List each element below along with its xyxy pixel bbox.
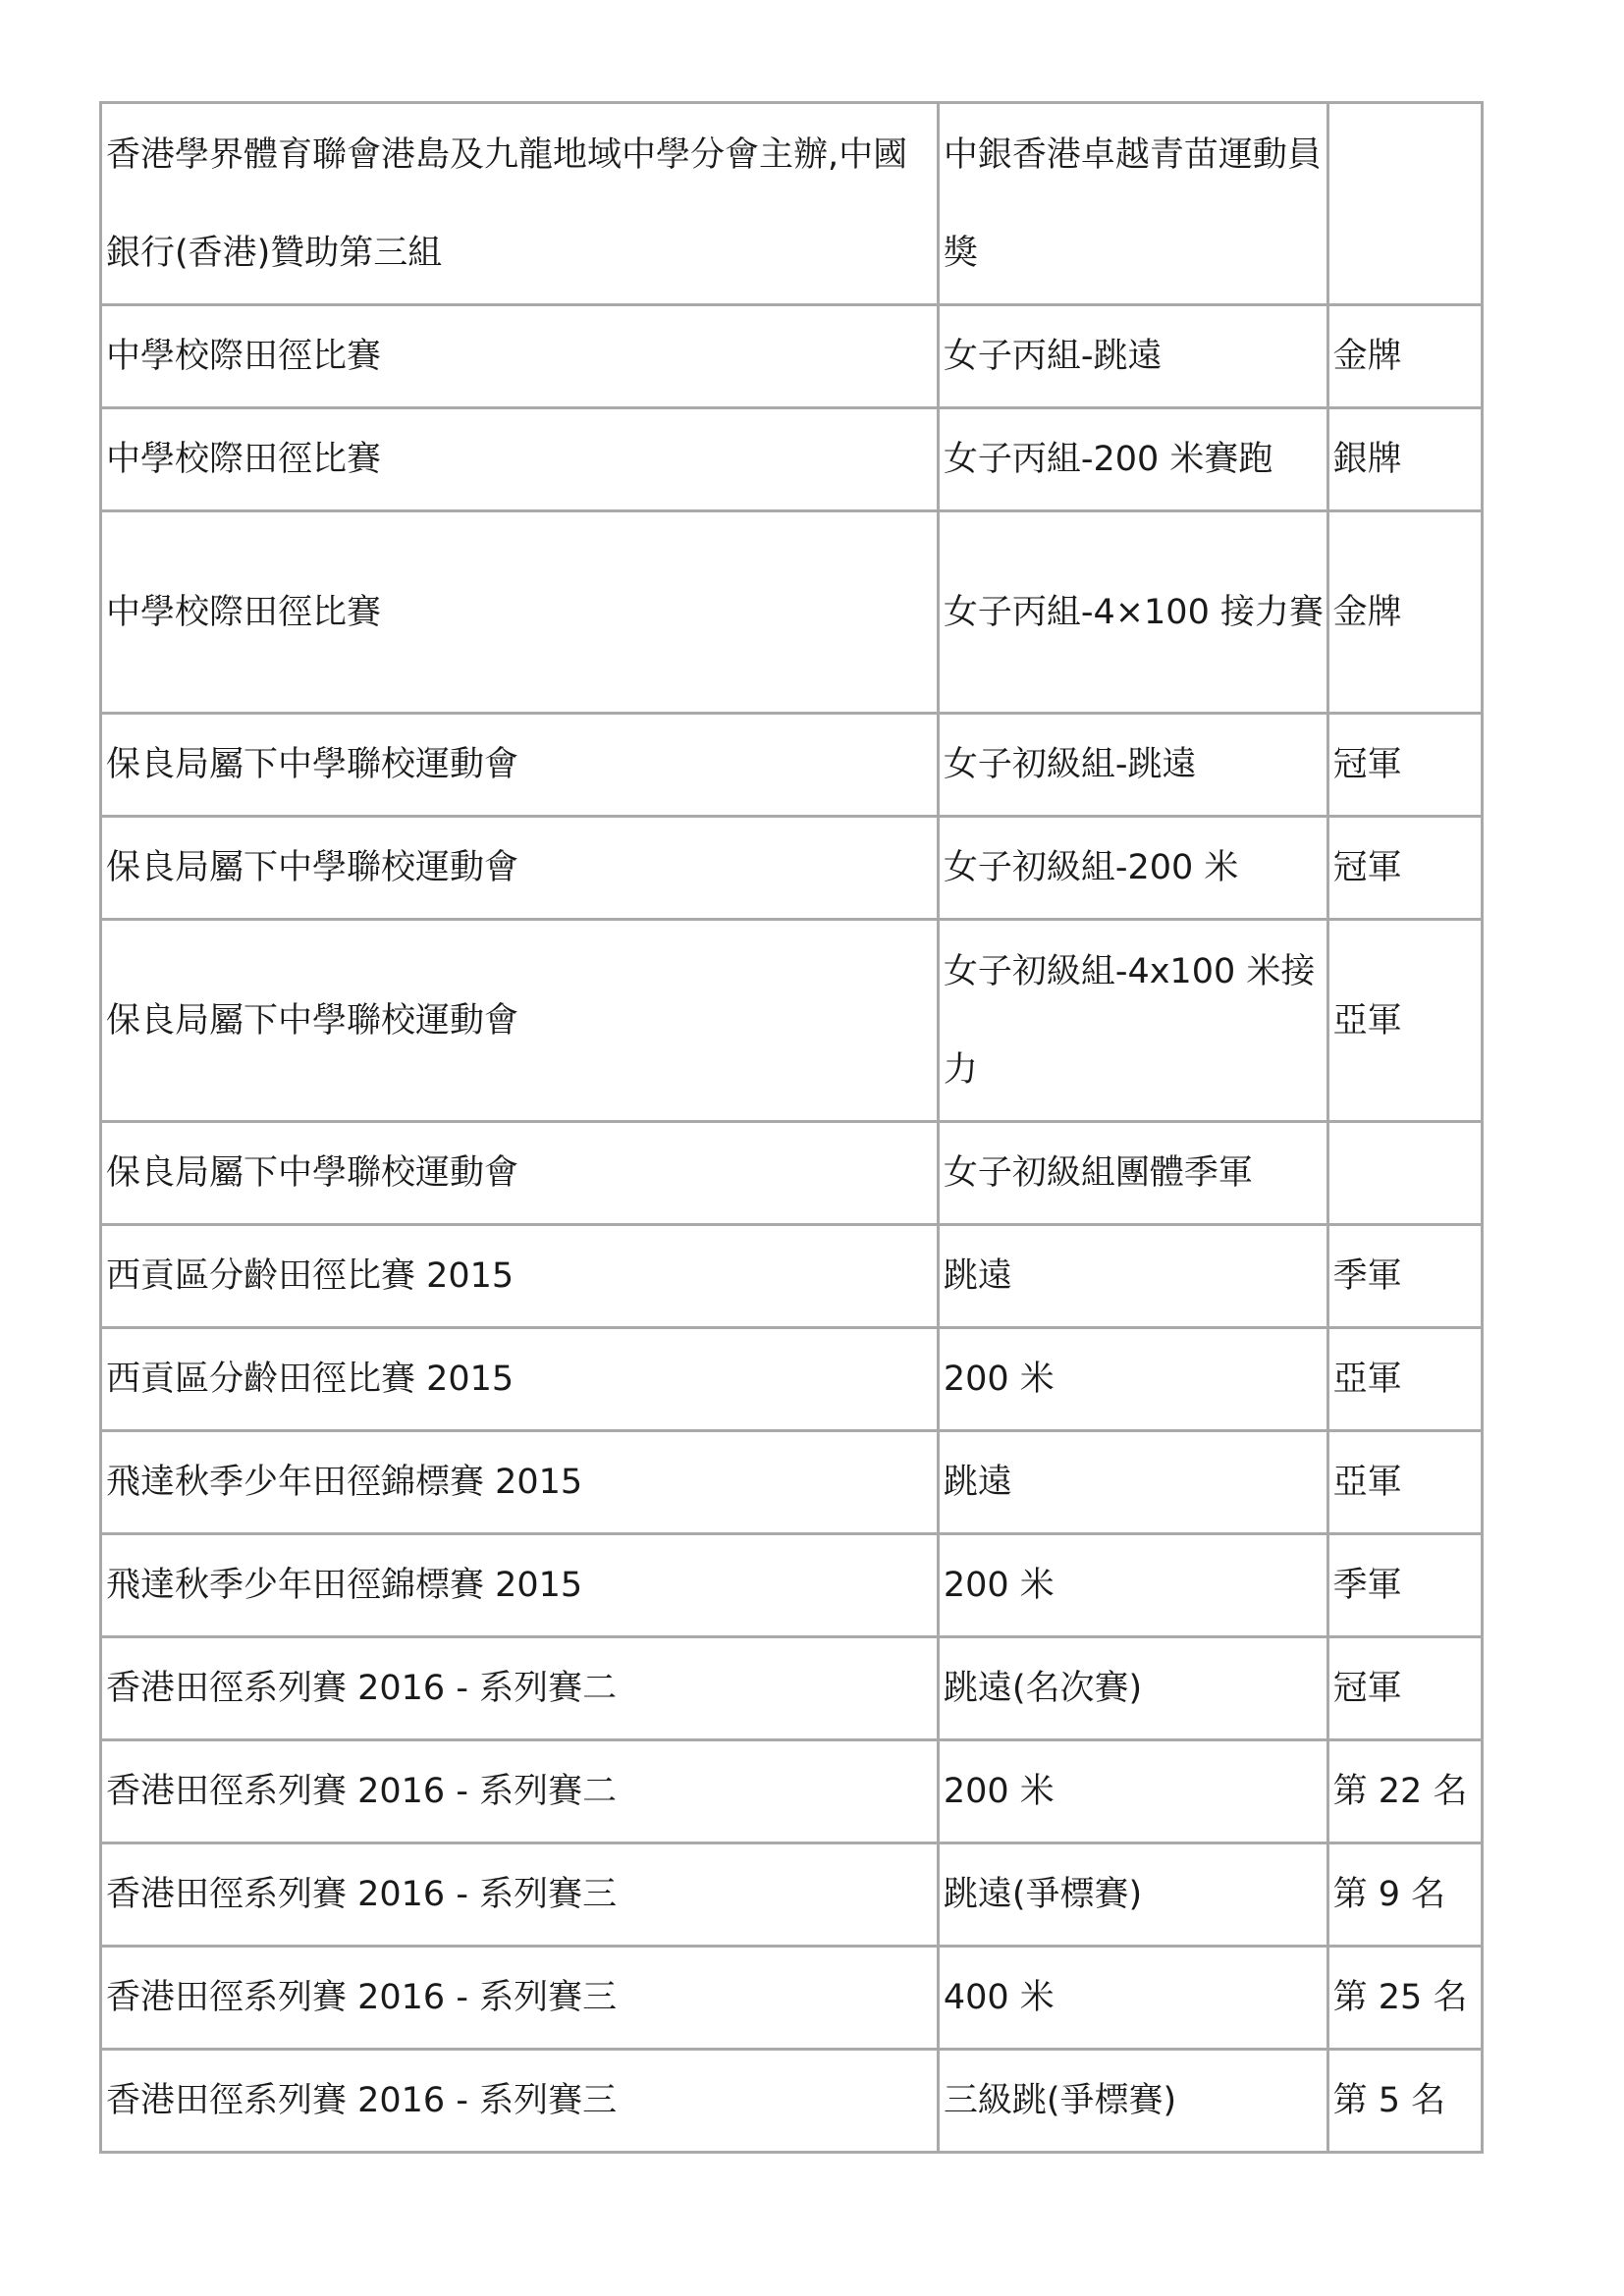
- event-cell: 三級跳(爭標賽): [938, 2050, 1327, 2153]
- competition-cell: 西貢區分齡田徑比賽 2015: [101, 1225, 939, 1328]
- result-cell: 第 25 名: [1327, 1947, 1482, 2050]
- result-cell: [1327, 103, 1482, 305]
- event-cell: 跳遠(爭標賽): [938, 1843, 1327, 1947]
- result-cell: [1327, 1122, 1482, 1225]
- event-cell: 400 米: [938, 1947, 1327, 2050]
- result-cell: 第 22 名: [1327, 1740, 1482, 1843]
- result-cell: 亞軍: [1327, 1328, 1482, 1431]
- competition-cell: 保良局屬下中學聯校運動會: [101, 920, 939, 1122]
- competition-cell: 香港田徑系列賽 2016 - 系列賽二: [101, 1637, 939, 1740]
- competition-cell: 香港田徑系列賽 2016 - 系列賽三: [101, 1843, 939, 1947]
- table-row: [101, 1637, 1483, 1740]
- table-row: [101, 1328, 1483, 1431]
- result-cell: 冠軍: [1327, 714, 1482, 817]
- event-cell: 女子丙組-200 米賽跑: [938, 408, 1327, 511]
- competition-cell: 西貢區分齡田徑比賽 2015: [101, 1328, 939, 1431]
- competition-cell: 香港田徑系列賽 2016 - 系列賽三: [101, 1947, 939, 2050]
- competition-cell: 香港田徑系列賽 2016 - 系列賽三: [101, 2050, 939, 2153]
- competition-cell: 保良局屬下中學聯校運動會: [101, 817, 939, 920]
- table-row: [101, 1843, 1483, 1947]
- table-row: [101, 1431, 1483, 1534]
- result-cell: 第 9 名: [1327, 1843, 1482, 1947]
- event-cell: 跳遠(名次賽): [938, 1637, 1327, 1740]
- event-cell: 女子初級組-200 米: [938, 817, 1327, 920]
- competition-cell: 保良局屬下中學聯校運動會: [101, 1122, 939, 1225]
- competition-cell: 中學校際田徑比賽: [101, 408, 939, 511]
- event-cell: 200 米: [938, 1534, 1327, 1637]
- event-cell: 200 米: [938, 1328, 1327, 1431]
- competition-cell: 香港學界體育聯會港島及九龍地域中學分會主辦,中國銀行(香港)贊助第三組: [101, 103, 939, 305]
- table-row: [101, 920, 1483, 1122]
- result-cell: 第 5 名: [1327, 2050, 1482, 2153]
- table-row: [101, 714, 1483, 817]
- table-row: [101, 1225, 1483, 1328]
- result-cell: 亞軍: [1327, 920, 1482, 1122]
- result-cell: 季軍: [1327, 1534, 1482, 1637]
- event-cell: 跳遠: [938, 1225, 1327, 1328]
- result-cell: 冠軍: [1327, 817, 1482, 920]
- table-row: [101, 1740, 1483, 1843]
- event-cell: 200 米: [938, 1740, 1327, 1843]
- table-row: [101, 2050, 1483, 2153]
- table-row: [101, 817, 1483, 920]
- results-table-body: [101, 103, 1483, 2153]
- event-cell: 跳遠: [938, 1431, 1327, 1534]
- competition-cell: 保良局屬下中學聯校運動會: [101, 714, 939, 817]
- competition-cell: 中學校際田徑比賽: [101, 511, 939, 714]
- table-row: [101, 1122, 1483, 1225]
- result-cell: 銀牌: [1327, 408, 1482, 511]
- event-cell: 女子初級組-4x100 米接力: [938, 920, 1327, 1122]
- competition-cell: 飛達秋季少年田徑錦標賽 2015: [101, 1431, 939, 1534]
- table-row: [101, 511, 1483, 714]
- result-cell: 冠軍: [1327, 1637, 1482, 1740]
- competition-cell: 香港田徑系列賽 2016 - 系列賽二: [101, 1740, 939, 1843]
- event-cell: 女子初級組-跳遠: [938, 714, 1327, 817]
- event-cell: 女子丙組-跳遠: [938, 305, 1327, 408]
- competition-cell: 中學校際田徑比賽: [101, 305, 939, 408]
- table-row: [101, 1947, 1483, 2050]
- table-row: [101, 305, 1483, 408]
- table-row: [101, 103, 1483, 305]
- results-table: [99, 101, 1484, 2154]
- event-cell: 女子初級組團體季軍: [938, 1122, 1327, 1225]
- competition-cell: 飛達秋季少年田徑錦標賽 2015: [101, 1534, 939, 1637]
- event-cell: 中銀香港卓越青苗運動員獎: [938, 103, 1327, 305]
- event-cell: 女子丙組-4×100 接力賽: [938, 511, 1327, 714]
- result-cell: 金牌: [1327, 305, 1482, 408]
- result-cell: 亞軍: [1327, 1431, 1482, 1534]
- result-cell: 金牌: [1327, 511, 1482, 714]
- table-row: [101, 1534, 1483, 1637]
- table-row: [101, 408, 1483, 511]
- result-cell: 季軍: [1327, 1225, 1482, 1328]
